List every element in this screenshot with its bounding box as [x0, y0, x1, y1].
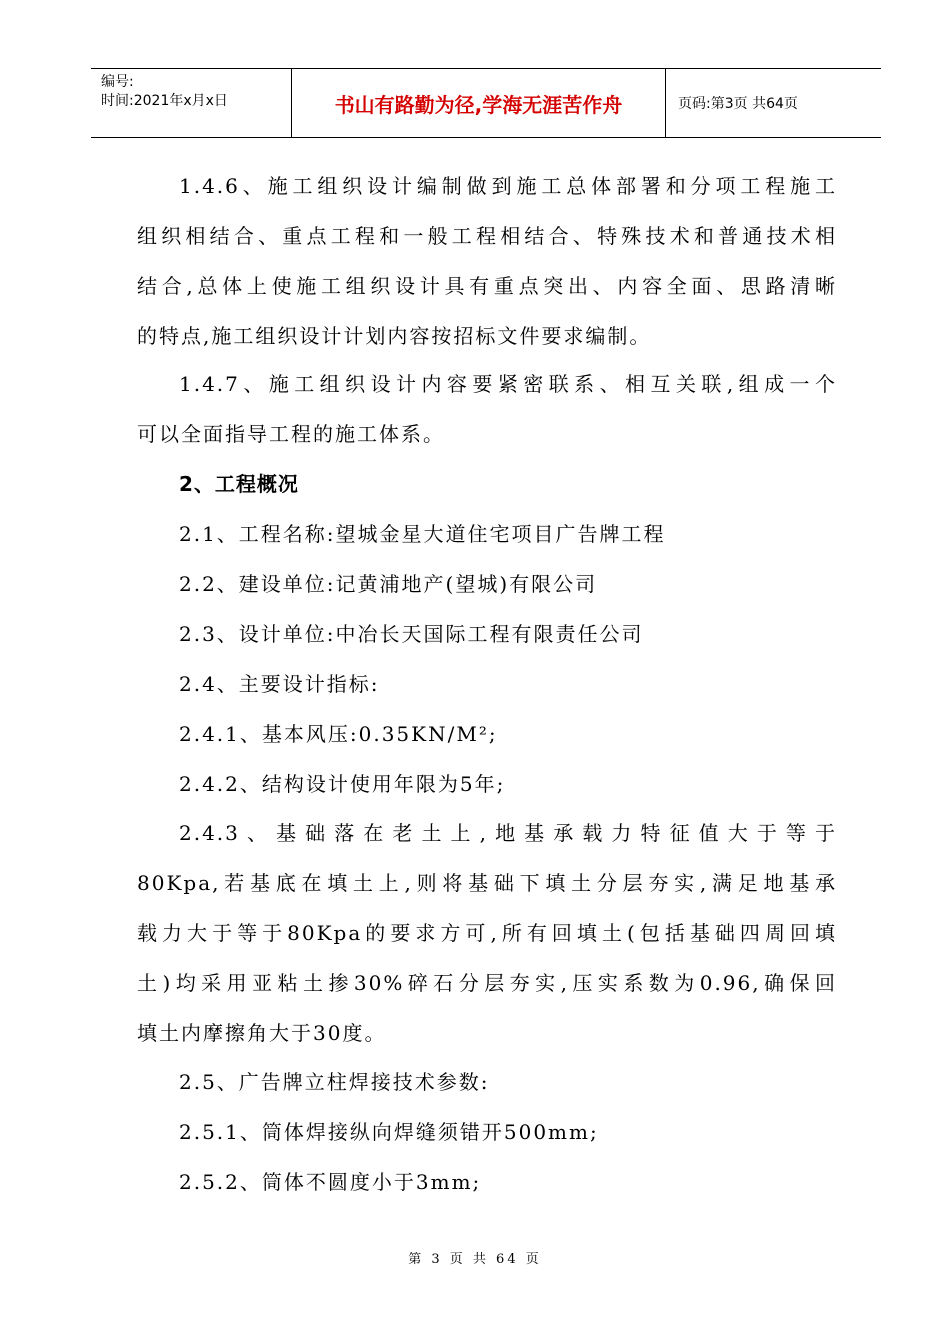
- project-overview: [137, 509, 837, 809]
- text-line: 组织相结合、重点工程和一般工程相结合、特殊技术和普通技术相: [137, 224, 837, 248]
- header-motto: 书山有路勤为径,学海无涯苦作舟: [292, 69, 666, 137]
- text-line: 可以全面指导工程的施工体系。: [137, 422, 445, 446]
- text-line: 2.2、建设单位:记黄浦地产(望城)有限公司: [179, 572, 598, 596]
- text-line: 载力大于等于80Kpa的要求方可,所有回填土(包括基础四周回填: [137, 921, 837, 945]
- paragraph-1-4-7: [137, 359, 837, 459]
- text-line: 的特点,施工组织设计计划内容按招标文件要求编制。: [137, 324, 652, 348]
- text-line: 80Kpa,若基底在填土上,则将基础下填土分层夯实,满足地基承: [137, 871, 837, 895]
- document-time: 时间:2021年x月x日: [101, 93, 228, 109]
- welding-parameters: [137, 1057, 837, 1207]
- text-line: 2.3、设计单位:中冶长天国际工程有限责任公司: [179, 622, 644, 646]
- section-title: 2、工程概况: [179, 472, 299, 496]
- text-line: 2.5.1、筒体焊接纵向焊缝须错开500mm;: [179, 1120, 599, 1144]
- text-line: 2.4.3、基础落在老土上,地基承载力特征值大于等于: [179, 821, 837, 845]
- header-meta: [91, 69, 292, 137]
- header-page-info: 页码:第3页 共64页: [678, 96, 798, 112]
- text-line: 填土内摩擦角大于30度。: [137, 1021, 387, 1045]
- text-line: 2.4、主要设计指标:: [179, 672, 380, 696]
- text-line: 2.5、广告牌立柱焊接技术参数:: [179, 1070, 490, 1094]
- paragraph-2-4-3: [137, 808, 837, 1058]
- text-line: 2.4.2、结构设计使用年限为5年;: [179, 772, 506, 796]
- text-line: 结合,总体上使施工组织设计具有重点突出、内容全面、思路清晰: [137, 274, 837, 298]
- text-line: 2.5.2、筒体不圆度小于3mm;: [179, 1170, 482, 1194]
- text-line: 2.4.1、基本风压:0.35KN/M²;: [179, 722, 498, 746]
- text-line: 2.1、工程名称:望城金星大道住宅项目广告牌工程: [179, 522, 666, 546]
- text-line: 土)均采用亚粘土掺30%碎石分层夯实,压实系数为0.96,确保回: [137, 971, 837, 995]
- paragraph-1-4-6: [137, 161, 837, 361]
- page-header: [91, 68, 881, 138]
- text-line: 1.4.6、施工组织设计编制做到施工总体部署和分项工程施工: [179, 174, 837, 198]
- section-heading-2: [137, 459, 837, 509]
- page-footer: 第 3 页 共 64 页: [408, 1252, 542, 1267]
- document-number: 编号:: [101, 74, 134, 90]
- text-line: 1.4.7、施工组织设计内容要紧密联系、相互关联,组成一个: [179, 372, 837, 396]
